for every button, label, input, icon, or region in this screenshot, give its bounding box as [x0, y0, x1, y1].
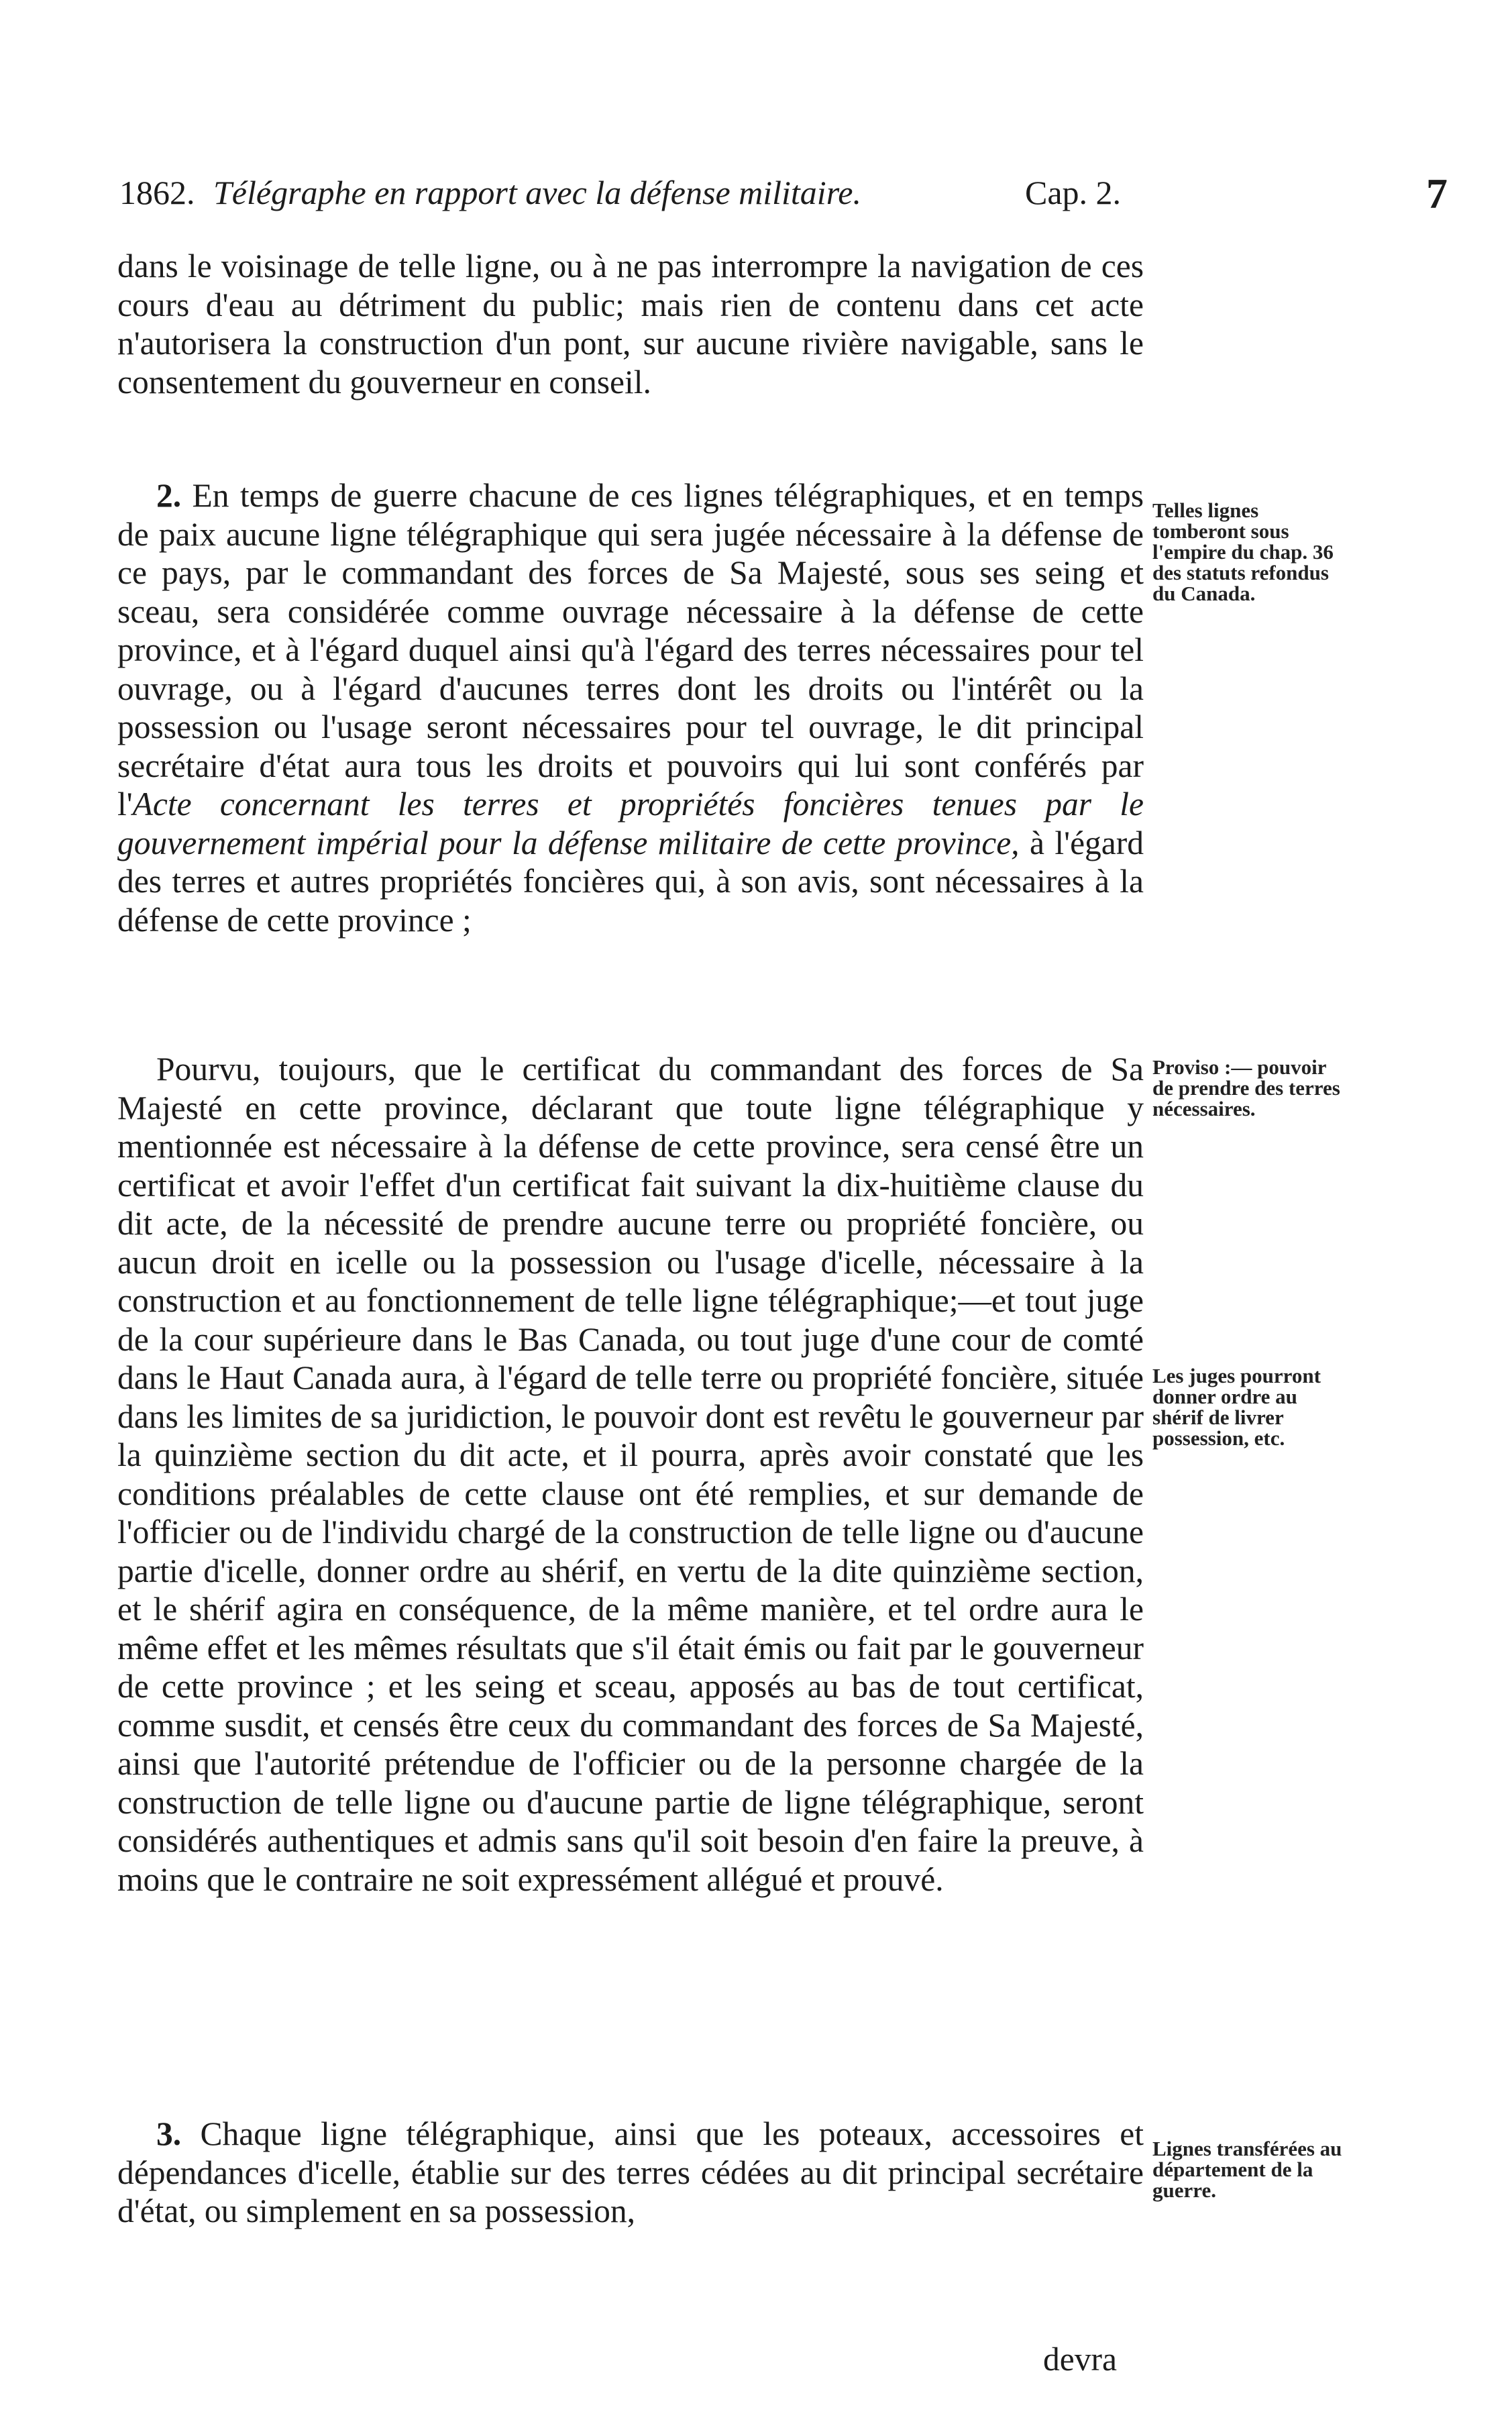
- header-year: 1862.: [119, 174, 195, 211]
- section-3-number: 3.: [156, 2115, 182, 2152]
- marginal-note-telegraph-lines: Telles lignes tomberont sous l'empire du chap. 36 des statuts refondus du Canada.: [1152, 498, 1334, 605]
- header-chapter: Cap. 2.: [1025, 174, 1122, 211]
- proviso-paragraph: Pourvu, toujours, que le certificat du commandant des forces de Sa Majesté en cette province, déclarant que toute ligne télégraphique y mentionnée est nécessaire à la défense de cette province, sera censé être un certificat et avoir l'effet d'un certificat fait suivant la dix-huitième clause du dit acte, de la nécessité de prendre aucune terre ou propriété foncière, ou aucun droit en icelle ou la possession ou l'usage d'icelle, nécessaire à la construction et au fonctionnement de telle ligne télégraphique;—et tout juge de la cour supérieure dans le Bas Canada, ou tout juge d'une cour de comté dans le Haut Canada aura, à l'égard de telle terre ou propriété foncière, située dans les limites de sa juridiction, le pouvoir dont est revêtu le gouverneur par la quinzième section du dit acte, et il pourra, après avoir constaté que les conditions préalables de cette clause ont été remplies, et sur demande de l'officier ou de l'individu chargé de la construction de telle ligne ou d'aucune partie d'icelle, donner ordre au shérif, en vertu de la dite quinzième section, et le shérif agira en conséquence, de la même manière, et tel ordre aura le même effet et les mêmes résultats que s'il était émis ou fait par le gouverneur de cette province ; et les seing et sceau, apposés au bas de tout certificat, comme susdit, et censés être ceux du commandant des forces de Sa Majesté, ainsi que l'autorité prétendue de l'officier ou de la personne chargée de la construction de telle ligne ou d'aucune partie de ligne télégraphique, seront considérés authentiques et admis sans qu'il soit besoin d'en faire la preuve, à moins que le contraire ne soit expressément allégué et prouvé.: [117, 1051, 1144, 1898]
- section-2-text-a: En temps de guerre chacune de ces lignes télégraphiques, et en temps de paix aucune ligne télégraphique qui sera jugée nécessaire à la défense de ce pays, par le commandant des forces de Sa Majesté, sous ses seing et sceau, sera considérée comme ouvrage nécessaire à la défense de cette province, et à l'égard duquel ainsi qu'à l'égard des terres nécessaires pour tel ouvrage, ou à l'égard d'aucunes terres dont les droits ou l'intérêt ou la possession ou l'usage seront nécessaires pour tel ouvrage, le dit principal secrétaire d'état aura tous les droits et pouvoirs qui lui sont conférés par l': [117, 477, 1144, 823]
- section-3-text: Chaque ligne télégraphique, ainsi que les poteaux, accessoires et dépendances d'icelle, établie sur des terres cédées au dit principal secrétaire d'état, ou simplement en sa possession,: [117, 2115, 1144, 2229]
- page-number: 7: [1426, 170, 1448, 217]
- paragraph-continuation: dans le voisinage de telle ligne, ou à ne pas interrompre la navigation de ces cours d'eau au détriment du public; mais rien de contenu dans cet acte n'autorisera la construction d'un pont, sur aucune rivière navigable, sans le consentement du gouverneur en conseil.: [117, 248, 1144, 401]
- marginal-note-judges: Les juges pourront donner ordre au shérif de livrer possession, etc.: [1152, 1364, 1321, 1450]
- section-2-number: 2.: [156, 477, 182, 514]
- catchword: devra: [1043, 2341, 1117, 2378]
- header-title: Télégraphe en rapport avec la défense militaire.: [213, 174, 861, 211]
- section-3-paragraph: [117, 2115, 1144, 2231]
- section-2-text-b: à l'égard des terres et autres propriétés foncières qui, à son avis, sont nécessaires à la défense de cette province ;: [117, 824, 1144, 939]
- marginal-note-proviso: Proviso :— pouvoir de prendre des terres nécessaires.: [1152, 1055, 1340, 1120]
- running-header: [119, 169, 1448, 223]
- section-2-paragraph: [117, 476, 1144, 939]
- marginal-note-transfer: Lignes transférées au département de la guerre.: [1152, 2137, 1342, 2202]
- act-title-italic: Acte concernant les terres et propriétés foncières tenues par le gouvernement impérial pour la défense militaire de cette province,: [117, 786, 1144, 861]
